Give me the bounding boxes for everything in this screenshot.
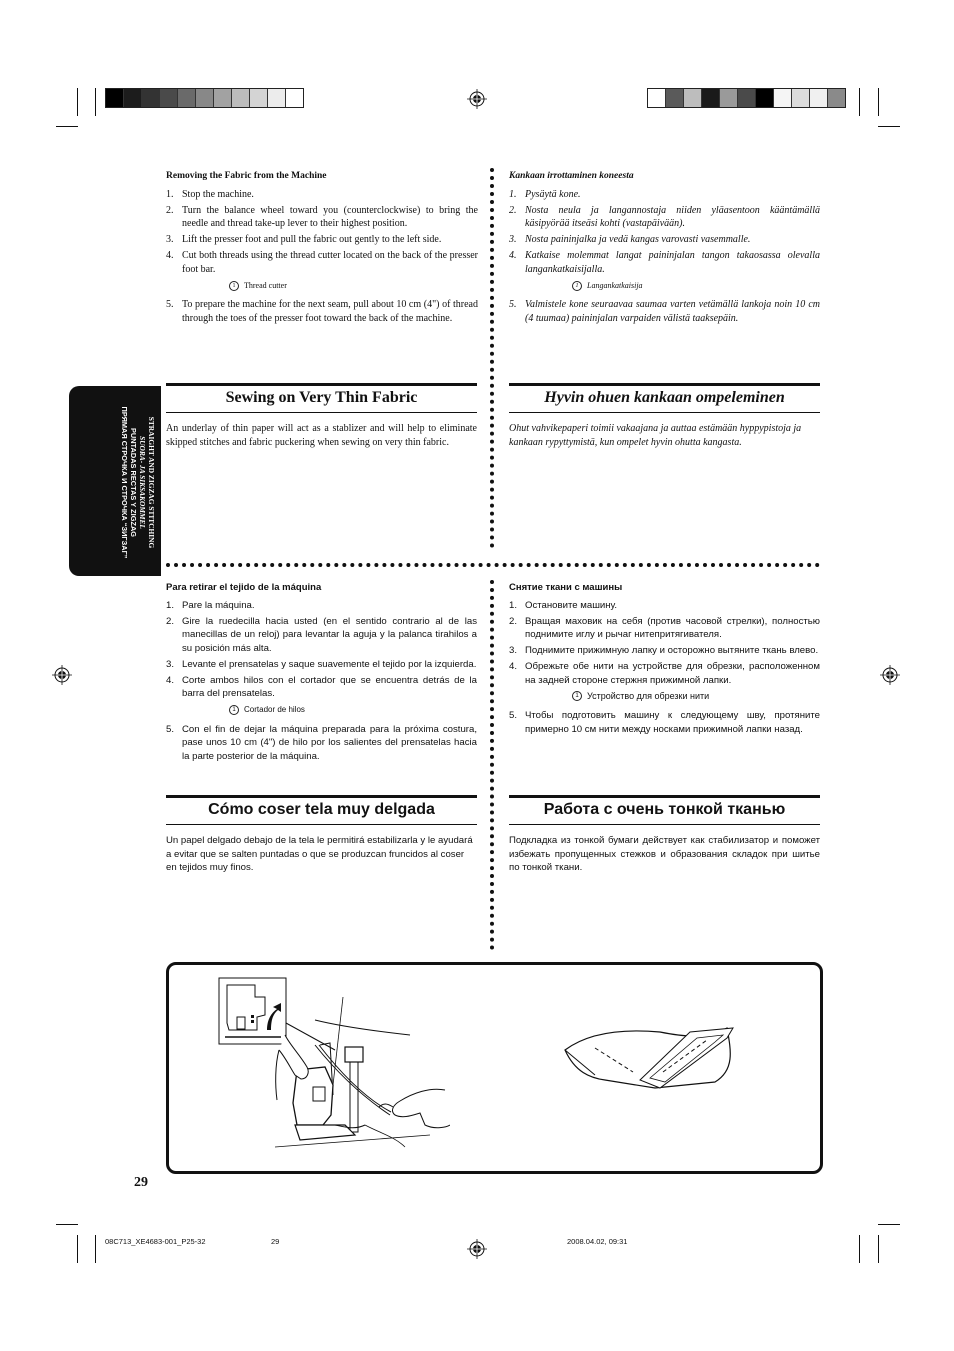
color-swatch <box>232 89 250 107</box>
callout-note: 1 Langankatkaisija <box>509 279 820 293</box>
color-swatch <box>684 89 702 107</box>
color-swatch <box>648 89 666 107</box>
es-remove-section <box>166 581 477 766</box>
tab-line-en: STRAIGHT AND ZIGZAG STITCHING <box>147 416 156 549</box>
color-swatch <box>756 89 774 107</box>
color-swatch <box>214 89 232 107</box>
color-swatch <box>250 89 268 107</box>
es-thin-text: Un papel delgado debajo de la tela le permitirá estabilizarla y le ayudará a evitar que se salten puntadas o que se produzcan fruncidos al coser en tejidos muy finos. <box>166 835 473 873</box>
registration-mark-icon <box>880 665 900 685</box>
column-divider <box>490 580 498 950</box>
registration-mark-icon <box>467 1239 487 1259</box>
list-item: 3. Поднимите прижимную лапку и осторожно вытяните ткань влево. <box>509 645 819 656</box>
footer-filename: 08C713_XE4683-001_P25-32 <box>105 1237 206 1246</box>
list-item: 1. Pare la máquina. <box>166 599 255 611</box>
ru-thin-text: Подкладка из тонкой бумаги действует как стабилизатор и поможет избежать пропущенных стежков и образования складок при шитье по тонкой ткани. <box>509 835 820 873</box>
ru-thin-title: Работа с очень тонкой тканью <box>509 795 820 825</box>
fi-remove-section <box>509 170 820 328</box>
color-swatch <box>666 89 684 107</box>
list-item: 2. Turn the balance wheel toward you (counterclockwise) to bring the needle and thread take-up lever to their highest position. <box>166 204 478 229</box>
callout-note: 1 Cortador de hilos <box>166 703 477 717</box>
color-swatch <box>124 89 142 107</box>
crop-mark <box>859 88 860 116</box>
callout-note: 1 Устройство для обрезки нити <box>509 690 820 704</box>
color-swatch <box>774 89 792 107</box>
color-swatch <box>738 89 756 107</box>
list-item: 2. Вращая маховик на себя (против часовой стрелки), полностью поднимите иглу и рычаг нитепритягивателя. <box>509 615 820 640</box>
fi-thin-title: Hyvin ohuen kankaan ompeleminen <box>509 383 820 413</box>
chapter-tab-text <box>76 395 156 570</box>
crop-mark <box>77 1235 78 1263</box>
registration-mark-icon <box>467 89 487 109</box>
list-item: 4. Cut both threads using the thread cutter located on the back of the presser foot bar. <box>166 250 478 275</box>
fabric-paper-illustration <box>555 1020 755 1095</box>
list-item: 5. To prepare the machine for the next seam, pull about 10 cm (4") of thread through the toes of the presser foot toward the back of the machine. <box>166 299 478 324</box>
crop-mark <box>77 88 78 116</box>
es-remove-heading: Para retirar el tejido de la máquina <box>166 582 322 593</box>
list-item: 3. Nosta paininjalka ja vedä kangas varovasti vasemmalle. <box>509 234 751 245</box>
crop-mark <box>95 1235 96 1263</box>
list-item: 5. Valmistele kone seuraavaa saumaa varten vetämällä lankoja noin 10 cm (4 tuumaa) paininjalan varpaiden välistä taaksepäin. <box>509 299 820 324</box>
list-item: 1. Остановите машину. <box>509 599 618 611</box>
crop-mark <box>95 88 96 116</box>
registration-mark-icon <box>52 665 72 685</box>
color-swatch <box>828 89 845 107</box>
callout-note: 1 Thread cutter <box>166 279 478 293</box>
footer-date: 2008.04.02, 09:31 <box>567 1237 628 1246</box>
list-item: 1. Stop the machine. <box>166 188 254 200</box>
color-swatch <box>178 89 196 107</box>
list-item: 4. Corte ambos hilos con el cortador que se encuentra detrás de la barra del prensatelas. <box>166 674 477 699</box>
color-bar-left <box>105 88 304 108</box>
fi-remove-heading: Kankaan irrottaminen koneesta <box>509 171 634 181</box>
en-thin-title: Sewing on Very Thin Fabric <box>166 383 477 413</box>
color-swatch <box>268 89 286 107</box>
crop-mark <box>56 126 78 127</box>
color-bar-right <box>647 88 846 108</box>
list-item: 5. Чтобы подготовить машину к следующему шву, протяните примерно 10 см нити между носками прижимной лапки назад. <box>509 710 820 735</box>
list-item: 4. Обрежьте обе нити на устройстве для обрезки, расположенном на задней стороне стержня прижимной лапки. <box>509 661 820 686</box>
crop-mark <box>878 1224 900 1225</box>
crop-mark <box>56 1224 78 1225</box>
column-divider <box>490 168 498 548</box>
ru-remove-section <box>509 581 820 739</box>
es-thin-title: Cómo coser tela muy delgada <box>166 795 477 825</box>
color-swatch <box>702 89 720 107</box>
list-item: 3. Levante el prensatelas y saque suavemente el tejido por la izquierda. <box>166 658 477 670</box>
color-swatch <box>810 89 828 107</box>
crop-mark <box>878 126 900 127</box>
color-swatch <box>286 89 303 107</box>
list-item: 5. Con el fin de dejar la máquina preparada para la próxima costura, pase unos 10 cm (4") de hilo por los salientes del prensatelas hacia la parte posterior de la máquina. <box>166 723 477 762</box>
fi-thin-text: Ohut vahvikepaperi toimii vakaajana ja auttaa estämään hyppypistoja ja kankaan rypyttymistä, kun ompelet hyvin ohutta kangasta. <box>509 423 802 448</box>
color-swatch <box>196 89 214 107</box>
page-number: 29 <box>134 1175 148 1190</box>
list-item: 3. Lift the presser foot and pull the fabric out gently to the left side. <box>166 234 442 245</box>
en-remove-heading: Removing the Fabric from the Machine <box>166 171 327 181</box>
en-thin-text: An underlay of thin paper will act as a stablizer and will help to eliminate skipped stitches and fabric puckering when sewing on very thin fabric. <box>166 423 477 448</box>
crop-mark <box>878 88 879 116</box>
list-item: 2. Nosta neula ja langannostaja niiden yläasentoon kääntämällä käsipyörää itseäsi kohti (vastapäivään). <box>509 204 820 229</box>
color-swatch <box>720 89 738 107</box>
ru-remove-heading: Снятие ткани с машины <box>509 582 623 593</box>
tab-line-fi: SUORA- JA SIKSAKOMMEL <box>138 436 147 529</box>
color-swatch <box>160 89 178 107</box>
thread-cutter-illustration <box>215 975 450 1155</box>
en-remove-section <box>166 170 478 328</box>
tab-line-es: PUNTADAS RECTAS Y ZIGZAG <box>129 427 138 538</box>
list-item: 2. Gire la ruedecilla hacia usted (en el sentido contrario al de las manecillas de un reloj) para levantar la aguja y la palanca tirahilos a su posición más alta. <box>166 615 477 654</box>
tab-line-ru: ПРЯМАЯ СТРОЧКА И СТРОЧКА “ЗИГЗАГ” <box>120 406 129 559</box>
row-divider <box>166 563 820 571</box>
color-swatch <box>792 89 810 107</box>
color-swatch <box>142 89 160 107</box>
list-item: 4. Katkaise molemmat langat paininjalan tangon takaosassa olevalla langankatkaisijalla. <box>509 250 820 275</box>
list-item: 1. Pysäytä kone. <box>509 188 581 200</box>
crop-mark <box>878 1235 879 1263</box>
color-swatch <box>106 89 124 107</box>
footer-page: 29 <box>271 1237 280 1246</box>
crop-mark <box>859 1235 860 1263</box>
